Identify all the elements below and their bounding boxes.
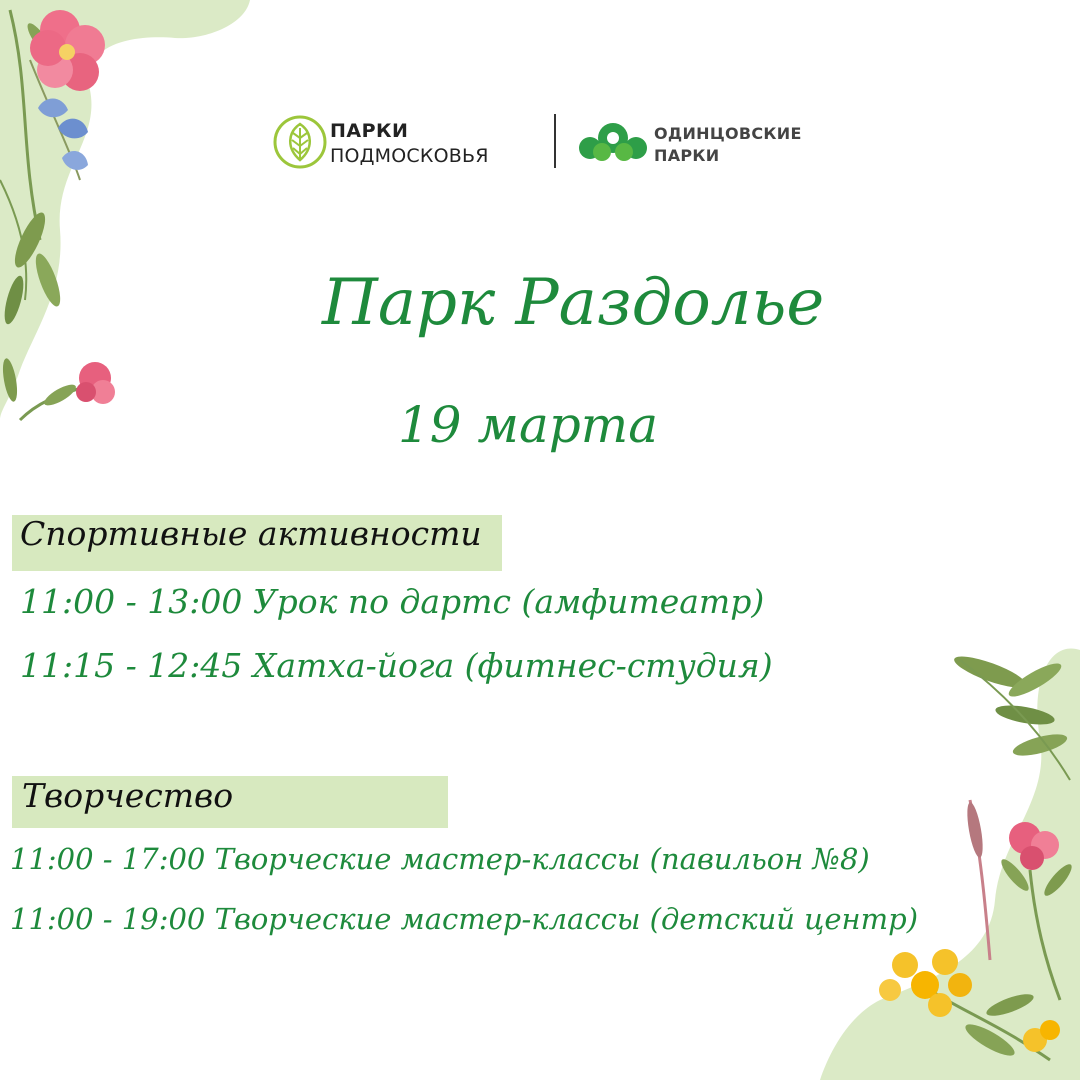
park-title: Парк Раздолье	[322, 266, 825, 340]
event-item: 11:15 - 12:45 Хатха-йога (фитнес-студия)	[20, 646, 773, 685]
odintsovo-title: ОДИНЦОВСКИЕ	[654, 124, 802, 143]
event-item: 11:00 - 17:00 Творческие мастер-классы (павильон №8)	[10, 842, 870, 876]
event-item: 11:00 - 13:00 Урок по дартс (амфитеатр)	[20, 582, 765, 621]
event-date: 19 марта	[398, 396, 659, 454]
partner-logos	[272, 110, 832, 172]
trees-icon	[576, 120, 650, 166]
parks-region-subtitle: ПОДМОСКОВЬЯ	[330, 145, 489, 167]
logo-divider	[554, 114, 556, 168]
odintsovo-subtitle: ПАРКИ	[654, 146, 720, 165]
top-left-blob	[0, 0, 250, 420]
event-item: 11:00 - 19:00 Творческие мастер-классы (детский центр)	[10, 902, 919, 936]
parks-region-title: ПАРКИ	[330, 120, 409, 142]
leaf-icon	[272, 114, 328, 170]
section-title-creative: Творчество	[22, 776, 234, 815]
odintsovo-parks-logo	[576, 114, 826, 170]
parks-region-logo	[272, 114, 542, 170]
section-title-sport: Спортивные активности	[20, 514, 482, 553]
